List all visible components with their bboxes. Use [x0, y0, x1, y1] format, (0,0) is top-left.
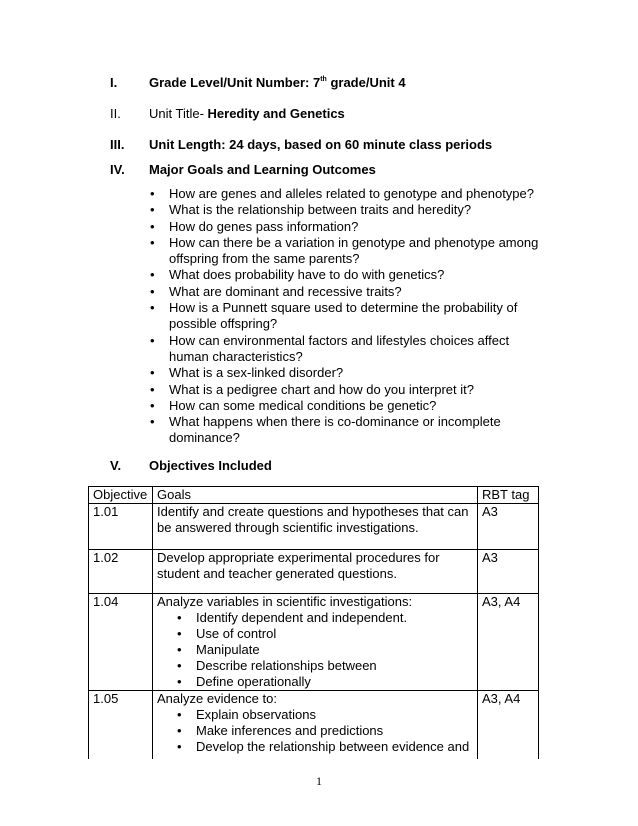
list-item: • Develop the relationship between evidence and — [157, 739, 473, 755]
goal-cell: Identify and create questions and hypotheses that can be answered through scientific investigations. — [153, 504, 478, 550]
goal-item: • What are dominant and recessive traits? — [149, 284, 541, 300]
goal-item: • How are genes and alleles related to genotype and phenotype? — [149, 186, 541, 202]
goal-item: • How can environmental factors and lifestyles choices affect human characteristics? — [149, 333, 541, 366]
section-heading: Grade Level/Unit Number: 7th grade/Unit 4 — [149, 75, 406, 90]
table-row — [89, 550, 539, 594]
list-item: • Manipulate — [157, 642, 473, 658]
header-goals: Goals — [153, 487, 478, 504]
goal-sub-list — [157, 707, 473, 755]
list-item: • Explain observations — [157, 707, 473, 723]
list-item: • Use of control — [157, 626, 473, 642]
table-header-row — [89, 487, 539, 504]
section-number: III. — [110, 137, 125, 152]
header-objective: Objective — [89, 487, 153, 504]
goal-cell — [153, 691, 478, 759]
goal-item: • How do genes pass information? — [149, 219, 541, 235]
goals-list — [149, 186, 541, 447]
list-item: • Make inferences and predictions — [157, 723, 473, 739]
table-row — [89, 594, 539, 691]
goal-text: Analyze variables in scientific investigations: — [157, 594, 413, 609]
goal-item: • What happens when there is co-dominance or incomplete dominance? — [149, 414, 541, 447]
goal-item: • How is a Punnett square used to determine the probability of possible offspring? — [149, 300, 541, 333]
objectives-table — [88, 486, 539, 759]
list-item: • Define operationally — [157, 674, 473, 690]
goal-item: • What is a sex-linked disorder? — [149, 365, 541, 381]
goal-item: • How can some medical conditions be genetic? — [149, 398, 541, 414]
objective-cell: 1.05 — [89, 691, 153, 759]
section-heading: Major Goals and Learning Outcomes — [149, 162, 376, 177]
objective-cell: 1.01 — [89, 504, 153, 550]
page-number: 1 — [316, 774, 322, 788]
rbt-cell: A3 — [478, 504, 539, 550]
section-number: IV. — [110, 162, 125, 177]
section-heading: Unit Title- Heredity and Genetics — [149, 106, 345, 121]
section-number: V. — [110, 458, 122, 473]
goal-item: • What does probability have to do with genetics? — [149, 267, 541, 283]
goal-text: Analyze evidence to: — [157, 691, 277, 706]
rbt-cell: A3, A4 — [478, 594, 539, 691]
section-heading: Objectives Included — [149, 458, 272, 473]
goal-sub-list — [157, 610, 473, 690]
rbt-cell: A3, A4 — [478, 691, 539, 759]
rbt-cell: A3 — [478, 550, 539, 594]
goal-item: • What is a pedigree chart and how do you interpret it? — [149, 382, 541, 398]
list-item: • Describe relationships between — [157, 658, 473, 674]
section-number: II. — [110, 106, 121, 121]
section-number: I. — [110, 75, 118, 90]
list-item: • Identify dependent and independent. — [157, 610, 473, 626]
goal-item: • What is the relationship between traits and heredity? — [149, 202, 541, 218]
objective-cell: 1.02 — [89, 550, 153, 594]
objective-cell: 1.04 — [89, 594, 153, 691]
table-row — [89, 691, 539, 759]
goal-cell — [153, 594, 478, 691]
goal-item: • How can there be a variation in genotype and phenotype among offspring from the same parents? — [149, 235, 541, 268]
table-row — [89, 504, 539, 550]
section-heading: Unit Length: 24 days, based on 60 minute class periods — [149, 137, 493, 152]
header-rbt-tag: RBT tag — [478, 487, 539, 504]
goal-cell: Develop appropriate experimental procedures for student and teacher generated questions. — [153, 550, 478, 594]
